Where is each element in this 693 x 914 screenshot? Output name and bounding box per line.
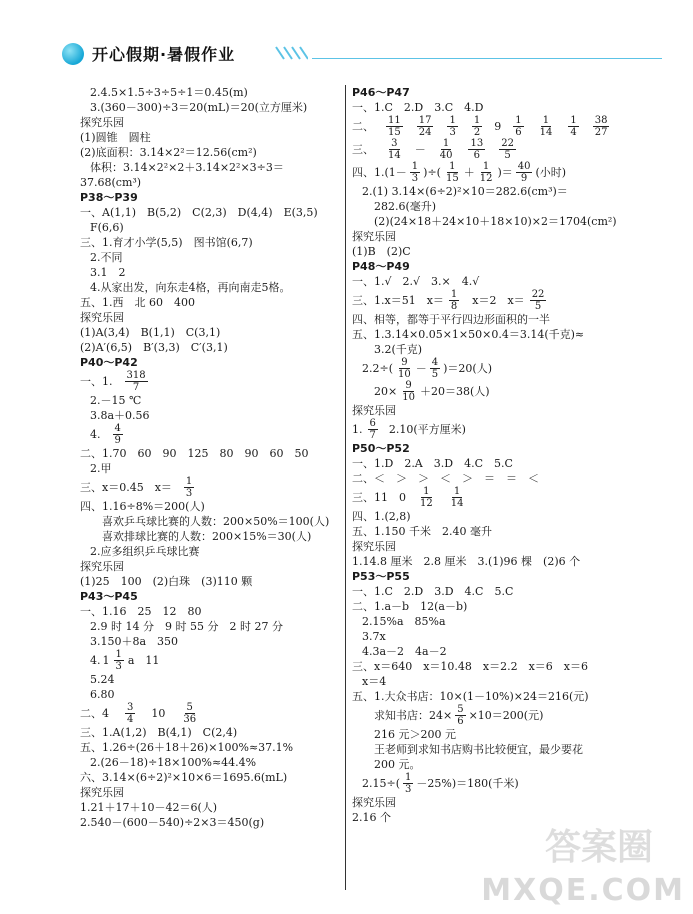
page-title: 开心假期·暑假作业 <box>92 45 236 64</box>
answer-text: ×10＝200(元) <box>468 709 544 722</box>
answer-line <box>80 649 340 672</box>
answer-text: a 11 <box>127 654 160 667</box>
answer-line <box>352 289 642 312</box>
section-label: 探究乐园 <box>80 116 124 129</box>
answer-line: 282.6(毫升) <box>374 200 437 213</box>
page-range-heading: P43～P45 <box>80 590 138 603</box>
answer-line: 一、A(1,1) B(5,2) C(2,3) D(4,4) E(3,5) <box>80 206 318 219</box>
answer-line: (1)25 100 (2)白珠 (3)110 颗 <box>80 575 253 588</box>
answer-line <box>80 702 340 725</box>
fraction: $\frac{1}{12}$ <box>420 486 433 509</box>
answer-line: 4.3a－2 4a－2 <box>362 645 447 658</box>
fraction: $\frac{3}{4}$ <box>127 702 134 725</box>
fraction: $\frac{1}{3}$ <box>185 476 193 499</box>
fraction: $\frac{318}{7}$ <box>126 370 146 393</box>
fraction: $\frac{1}{40}$ <box>439 138 453 161</box>
answer-text: 2.10(平方厘米) <box>388 423 466 436</box>
answer-text: 二、 <box>352 120 374 133</box>
answer-line: 37.68(cm³) <box>80 176 142 189</box>
fraction: $\frac{9}{10}$ <box>398 357 411 380</box>
fraction: $\frac{1}{2}$ <box>473 115 481 138</box>
answer-line: 5.24 <box>90 673 115 686</box>
page-range-heading: P38～P39 <box>80 191 138 204</box>
answer-line: (2)A′(6,5) B′(3,3) C′(3,1) <box>80 341 228 354</box>
page-range-heading: P50～P52 <box>352 442 410 455</box>
answer-text: － <box>414 143 426 156</box>
fraction: $\frac{4}{5}$ <box>431 357 439 380</box>
fraction: $\frac{6}{7}$ <box>369 418 376 441</box>
answer-line: 4.从家出发，向东走4格，再向南走5格。 <box>90 281 291 294</box>
fraction: $\frac{3}{14}$ <box>388 138 401 161</box>
header-stripes-icon <box>274 46 308 60</box>
section-label: 探究乐园 <box>80 560 124 573</box>
answer-line: 六、3.14×(6÷2)²×10×6＝1695.6(mL) <box>80 771 288 784</box>
answer-line: 一、1.16 25 12 80 <box>80 605 202 618</box>
answer-line <box>352 138 642 161</box>
answer-line: 3.1 2 <box>90 266 126 279</box>
fraction: $\frac{1}{6}$ <box>515 115 522 138</box>
answer-text: 三、11 0 <box>352 491 406 504</box>
section-label: 探究乐园 <box>352 404 396 417</box>
answer-text: － <box>415 362 427 375</box>
answer-line: 2.不同 <box>90 251 123 264</box>
fraction: $\frac{11}{15}$ <box>388 115 401 138</box>
answer-line: 五、1.西 北 60 400 <box>80 296 195 309</box>
answer-line: 2.9 时 14 分 9 时 55 分 2 时 27 分 <box>90 620 283 633</box>
answer-line: 一、1.C 2.D 3.D 4.C 5.C <box>352 585 514 598</box>
answer-line: 五、1.大众书店：10×(1－10%)×24＝216(元) <box>352 690 589 703</box>
answer-line: 五、1.150 千米 2.40 毫升 <box>352 525 492 538</box>
answer-line: 三、x＝640 x＝10.48 x＝2.2 x＝6 x＝6 <box>352 660 588 673</box>
answer-text: 9 <box>494 120 502 133</box>
answer-line: (1)圆锥 圆柱 <box>80 131 151 144</box>
answer-line: 3.7x <box>362 630 386 643</box>
answer-line: 喜欢排球比赛的人数：200×15%＝30(人) <box>102 530 312 543</box>
answer-line: 喜欢乒乓球比赛的人数：200×50%＝100(人) <box>102 515 330 528</box>
answer-text: －25%)＝180(千米) <box>416 777 519 790</box>
answer-line: 五、1.26÷(26＋18＋26)×100%≈37.1% <box>80 741 294 754</box>
answer-line: 2.(26－18)÷18×100%≈44.4% <box>90 756 257 769</box>
section-label: 探究乐园 <box>80 311 124 324</box>
answer-line: 四、相等，都等于平行四边形面积的一半 <box>352 313 550 326</box>
answer-line <box>352 115 642 138</box>
answer-line: 3.(360－300)÷3＝20(mL)＝20(立方厘米) <box>90 101 308 114</box>
answer-line <box>352 704 642 727</box>
answer-line: 三、1.A(1,2) B(4,1) C(2,4) <box>80 726 238 739</box>
answer-line: 2.甲 <box>90 462 112 475</box>
fraction: $\frac{17}{24}$ <box>418 115 432 138</box>
fraction: $\frac{1}{8}$ <box>450 289 458 312</box>
answer-line: 3.8a＋0.56 <box>90 409 150 422</box>
answer-line: (1)A(3,4) B(1,1) C(3,1) <box>80 326 221 339</box>
answer-line: 三、1.育才小学(5,5) 图书馆(6,7) <box>80 236 253 249</box>
answer-line <box>352 357 642 380</box>
answer-text: 2.15÷( <box>362 777 401 790</box>
answer-text: )÷( <box>423 166 441 179</box>
section-label: 探究乐园 <box>352 540 396 553</box>
header-rule <box>312 58 662 59</box>
answer-line: 6.80 <box>90 688 115 701</box>
answer-line: 体积：3.14×2²×2＋3.14×2²×3÷3＝ <box>90 161 284 174</box>
section-label: 探究乐园 <box>352 230 396 243</box>
answer-line: 二、1.a－b 12(a－b) <box>352 600 468 613</box>
answer-text: ＋20＝38(人) <box>419 385 490 398</box>
answer-text: 三、1.x＝51 x＝ <box>352 294 444 307</box>
fraction: $\frac{9}{10}$ <box>402 380 415 403</box>
answer-line: 二、1.70 60 90 125 80 90 60 50 <box>80 447 309 460</box>
answer-line: 2.应多组织乒乓球比赛 <box>90 545 200 558</box>
answer-text: 三、x＝0.45 x＝ <box>80 481 172 494</box>
answer-line: 一、1.C 2.D 3.C 4.D <box>352 101 484 114</box>
answer-line: 一、1.√ 2.√ 3.× 4.√ <box>352 275 480 288</box>
fraction: $\frac{1}{3}$ <box>405 772 412 795</box>
answer-text: 2.2÷( <box>362 362 394 375</box>
answer-line: 四、1.16÷8%＝200(人) <box>80 500 205 513</box>
fraction: $\frac{1}{12}$ <box>479 161 493 184</box>
answer-line: F(6,6) <box>90 221 124 234</box>
answer-line: 2.(1) 3.14×(6÷2)²×10＝282.6(cm³)＝ <box>362 185 568 198</box>
answer-text: 1 <box>102 654 110 667</box>
answer-line: (2)底面积：3.14×2²＝12.56(cm²) <box>80 146 257 159</box>
column-divider <box>345 85 346 890</box>
fraction: $\frac{5}{36}$ <box>183 702 197 725</box>
answer-line: 2.15%a 85%a <box>362 615 446 628</box>
answer-line: 1.21＋17＋10－42＝6(人) <box>80 801 218 814</box>
answer-text: )＝ <box>497 166 513 179</box>
section-label: 探究乐园 <box>80 786 124 799</box>
watermark-url: MXQE.COM <box>481 873 685 908</box>
page-range-heading: P40～P42 <box>80 356 138 369</box>
answer-text: 二、4 <box>80 707 109 720</box>
right-column <box>352 85 642 825</box>
fraction: $\frac{1}{15}$ <box>445 161 459 184</box>
fraction: $\frac{13}{6}$ <box>470 138 484 161</box>
answer-line <box>80 423 340 446</box>
fraction: $\frac{22}{5}$ <box>501 138 514 161</box>
fraction: $\frac{1}{4}$ <box>570 115 577 138</box>
logo-circle-icon <box>62 43 84 65</box>
fraction: $\frac{1}{14}$ <box>539 115 553 138</box>
watermark-logo: 答案圈 <box>544 827 653 868</box>
fraction: $\frac{4}{9}$ <box>114 423 121 446</box>
answer-text: 一、1. <box>80 375 113 388</box>
answer-line: 2.4.5×1.5÷3÷5÷1＝0.45(m) <box>90 86 248 99</box>
answer-text: x＝2 x＝ <box>472 294 525 307</box>
answer-text: (小时) <box>535 166 567 179</box>
answer-line: (2)(24×18＋24×10＋18×10)×2＝1704(cm²) <box>374 215 617 228</box>
answer-line: 二、＜ ＞ ＞ ＜ ＞ ＝ ＝ ＜ <box>352 472 539 485</box>
page-range-heading: P48～P49 <box>352 260 410 273</box>
answer-line: 200 元。 <box>374 758 421 771</box>
answer-text: ＋ <box>463 166 475 179</box>
answer-line: 3.150＋8a 350 <box>90 635 179 648</box>
answer-line <box>352 418 642 441</box>
answer-line <box>80 370 340 393</box>
answer-line <box>352 772 642 795</box>
answer-text: 1. <box>352 423 363 436</box>
answer-text: 求知书店：24× <box>374 709 453 722</box>
answer-line <box>352 161 642 184</box>
answer-text: 4. <box>90 428 101 441</box>
answer-line: 216 元＞200 元 <box>374 728 456 741</box>
answer-line: 1.14.8 厘米 2.8 厘米 3.(1)96 棵 (2)6 个 <box>352 555 581 568</box>
answer-text: 20× <box>374 385 398 398</box>
answer-line: (1)B (2)C <box>352 245 411 258</box>
fraction: $\frac{1}{3}$ <box>411 161 419 184</box>
answer-line: x＝4 <box>362 675 387 688</box>
answer-line: 2.－15 ℃ <box>90 394 142 407</box>
fraction: $\frac{22}{5}$ <box>531 289 545 312</box>
answer-line: 2.16 个 <box>352 811 391 824</box>
page-range-heading: P53～P55 <box>352 570 410 583</box>
fraction: $\frac{1}{14}$ <box>450 486 464 509</box>
section-label: 探究乐园 <box>352 796 396 809</box>
answer-line: 王老师到求知书店购书比较便宜，最少要花 <box>374 743 583 756</box>
answer-line <box>352 486 642 509</box>
answer-line <box>80 476 340 499</box>
fraction: $\frac{1}{3}$ <box>115 649 122 672</box>
left-column <box>80 85 340 830</box>
answer-line: 四、1.(2,8) <box>352 510 411 523</box>
answer-line: 3.2(千克) <box>374 343 423 356</box>
answer-line: 2.540－(600－540)÷2×3＝450(g) <box>80 816 265 829</box>
answer-text: 三、 <box>352 143 374 156</box>
fraction: $\frac{38}{27}$ <box>594 115 608 138</box>
answer-text: 10 <box>151 707 166 720</box>
answer-line: 五、1.3.14×0.05×1×50×0.4＝3.14(千克)≈ <box>352 328 585 341</box>
answer-text: 四、1.(1－ <box>352 166 407 179</box>
fraction: $\frac{40}{9}$ <box>517 161 531 184</box>
answer-line <box>352 380 642 403</box>
answer-text: )＝20(人) <box>443 362 492 375</box>
answer-text: 4. <box>90 654 101 667</box>
page-range-heading: P46～P47 <box>352 86 410 99</box>
answer-line: 一、1.D 2.A 3.D 4.C 5.C <box>352 457 513 470</box>
fraction: $\frac{5}{6}$ <box>457 704 464 727</box>
page-header <box>62 40 662 70</box>
fraction: $\frac{1}{3}$ <box>449 115 456 138</box>
